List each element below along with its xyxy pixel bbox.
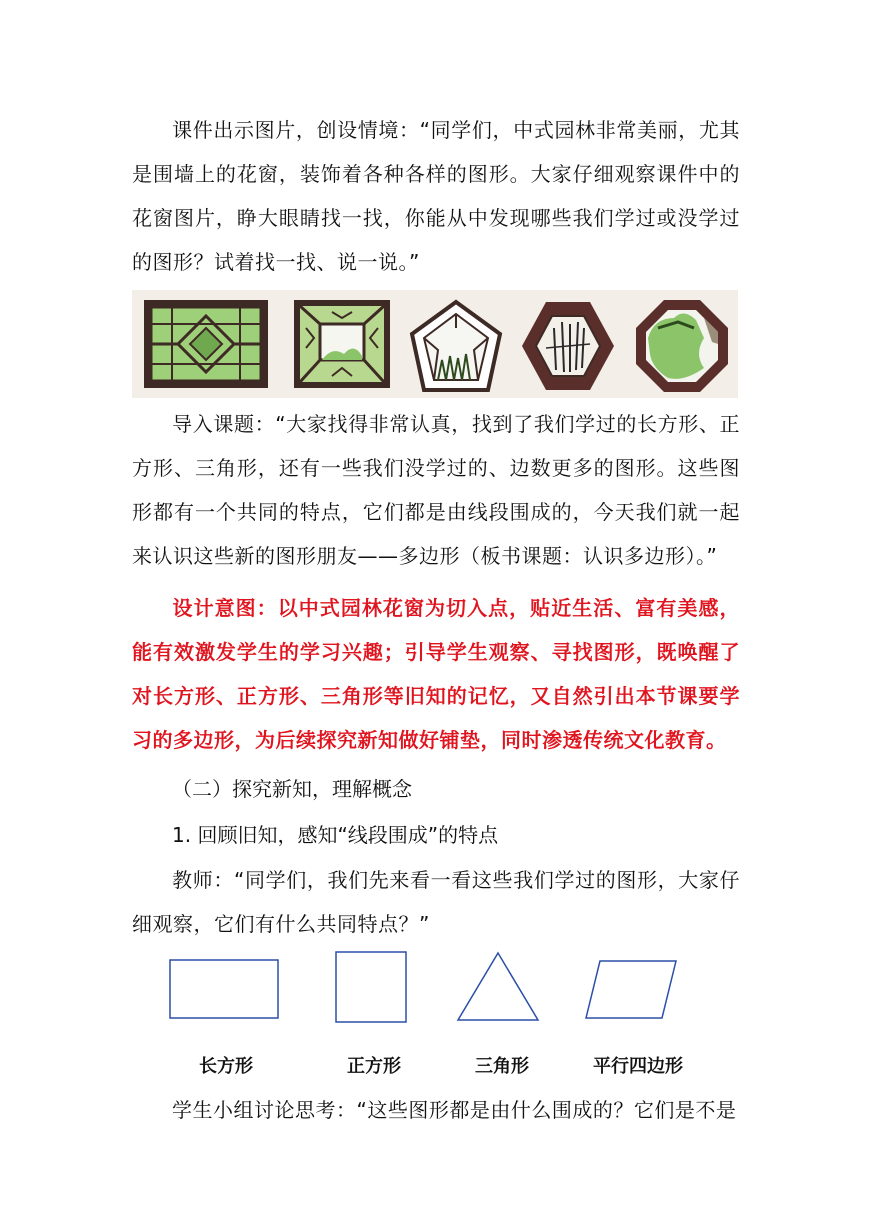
- label-rectangle: 长方形: [199, 1056, 253, 1077]
- design-intent-paragraph: [132, 586, 740, 762]
- rectangle-shape: [168, 958, 282, 1022]
- square-shape: [334, 950, 410, 1026]
- paragraph-intro: [132, 108, 740, 284]
- label-parallelogram: 平行四边形: [593, 1056, 683, 1077]
- rectangle-window-image: [142, 298, 270, 390]
- lattice-window-images: [132, 290, 738, 398]
- paragraph-teacher-question-text: 教师：“同学们，我们先来看一看这些我们学过的图形，大家仔细观察，它们有什么共同特点？”: [132, 868, 740, 936]
- paragraph-teacher-question: [132, 858, 740, 946]
- hexagon-window-image: [520, 298, 616, 394]
- paragraph-group-discussion: [132, 1088, 740, 1132]
- pentagon-window-image: [408, 298, 504, 394]
- paragraph-lead-in: [132, 402, 740, 578]
- parallelogram-shape: [584, 958, 680, 1022]
- paragraph-lead-in-text: 导入课题：“大家找得非常认真，找到了我们学过的长方形、正方形、三角形，还有一些我们没学过的、边数更多的图形。这些图形都有一个共同的特点，它们都是由线段围成的，今天我们就一起来认识这些新的图形朋友——多边形（板书课题：认识多边形）。”: [132, 412, 740, 568]
- octagon-window-image: [634, 298, 730, 394]
- square-window-image: [292, 298, 392, 390]
- paragraph-group-discussion-text: 学生小组讨论思考：“这些图形都是由什么围成的？它们是不是: [172, 1098, 737, 1122]
- label-square: 正方形: [347, 1056, 401, 1077]
- section-heading: （二）探究新知，理解概念: [172, 777, 412, 801]
- paragraph-intro-text: 课件出示图片，创设情境：“同学们，中式园林非常美丽，尤其是围墙上的花窗，装饰着各种各样的图形。大家仔细观察课件中的花窗图片，睁大眼睛找一找，你能从中发现哪些我们学过或没学过的图形？试着找一找、说一说。”: [132, 118, 740, 274]
- triangle-shape: [454, 950, 542, 1024]
- subsection-heading: 1. 回顾旧知，感知“线段围成”的特点: [172, 823, 499, 847]
- label-triangle: 三角形: [475, 1056, 529, 1077]
- design-intent-text: 设计意图：以中式园林花窗为切入点，贴近生活、富有美感，能有效激发学生的学习兴趣；引导学生观察、寻找图形，既唤醒了对长方形、正方形、三角形等旧知的记忆，又自然引出本节课要学习的多边形，为后续探究新知做好铺垫，同时渗透传统文化教育。: [132, 596, 740, 752]
